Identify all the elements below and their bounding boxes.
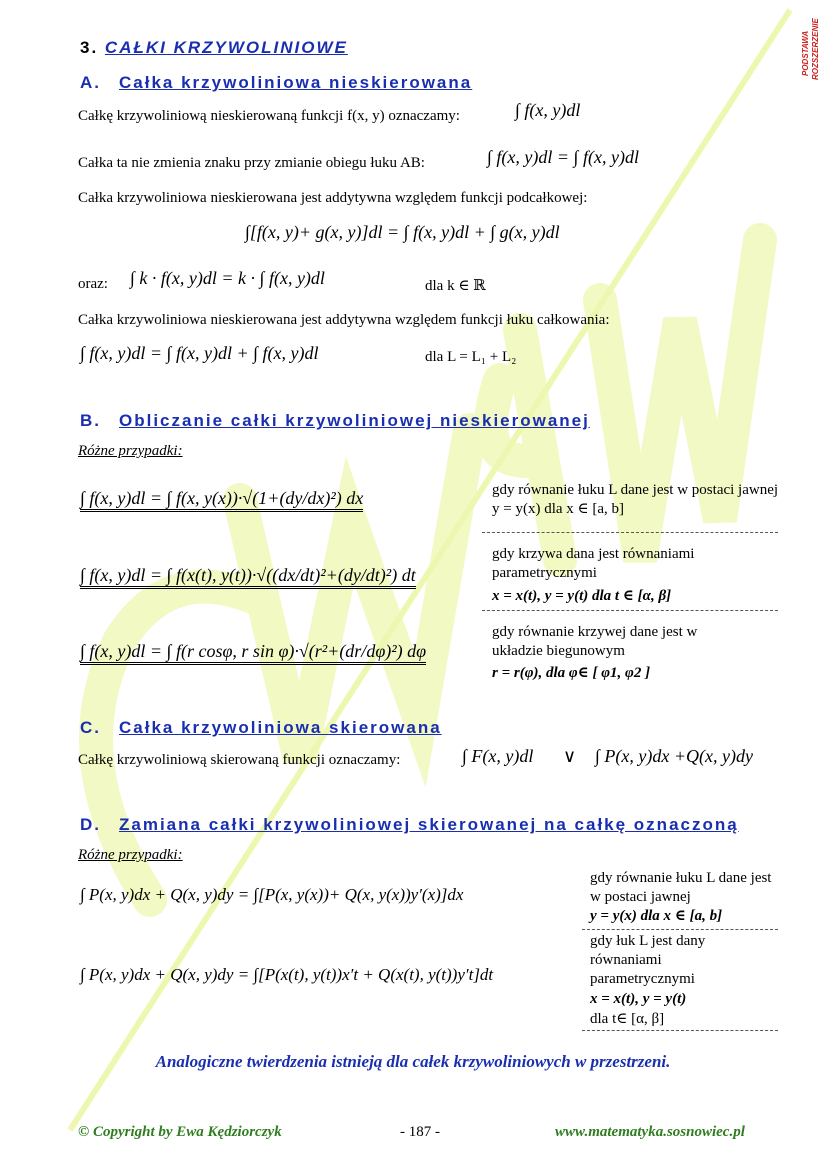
divider: [582, 929, 778, 930]
section-c-heading: C. Całka krzywoliniowa skierowana: [80, 718, 442, 737]
section-a-heading: A. Całka krzywoliniowa nieskierowana: [80, 73, 473, 92]
d-desc-2a: gdy łuk L jest dany równaniami parametrycznymi: [590, 933, 706, 987]
a-p5-formula: ∫ f(x, y)dl = ∫ f(x, y)dl + ∫ f(x, y)dl: [80, 343, 319, 363]
a-p3: Całka krzywoliniowa nieskierowana jest addytywna względem funkcji podcałkowej:: [78, 190, 588, 206]
b-desc-1: gdy równanie łuku L dane jest w postaci jawnej y = y(x) dla x ∈ [a, b]: [492, 482, 779, 517]
a-p2-formula: ∫ f(x, y)dl = ∫ f(x, y)dl: [487, 147, 639, 167]
section-b-heading: B. Obliczanie całki krzywoliniowej nieskierowanej: [80, 411, 590, 430]
b-formula-1: ∫ f(x, y)dl = ∫ f(x, y(x))·√(1+(dy/dx)²) dx: [80, 488, 363, 512]
page-number: - 187 -: [400, 1124, 440, 1140]
b-desc-2b: x = x(t), y = y(t) dla t ∈ [α, β]: [492, 588, 672, 604]
c-formula-2: ∫ P(x, y)dx +Q(x, y)dy: [595, 746, 753, 766]
a-p3-formula: ∫[f(x, y)+ g(x, y)]dl = ∫ f(x, y)dl + ∫ g(x, y)dl: [245, 222, 560, 242]
d-desc-2c: dla t∈ [α, β]: [590, 1011, 665, 1027]
a-p2: Całka ta nie zmienia znaku przy zmianie obiegu łuku AB:: [78, 155, 425, 171]
divider: [482, 610, 778, 611]
divider: [582, 1030, 778, 1031]
d-formula-1: ∫ P(x, y)dx + Q(x, y)dy = ∫[P(x, y(x))+ Q(x, y(x))y′(x)]dx: [80, 885, 464, 904]
a-p5: Całka krzywoliniowa nieskierowana jest addytywna względem funkcji łuku całkowania:: [78, 312, 610, 328]
b-formula-2: ∫ f(x, y)dl = ∫ f(x(t), y(t))·√((dx/dt)²+(dy/dt)²) dt: [80, 565, 416, 589]
a-oraz: oraz:: [78, 276, 108, 292]
a-p5-cond: dla L = L₁ + L₂: [425, 349, 517, 365]
d-desc-2b: x = x(t), y = y(t): [590, 991, 687, 1007]
d-formula-2: ∫ P(x, y)dx + Q(x, y)dy = ∫[P(x(t), y(t))x′t + Q(x(t), y(t))y′t]dt: [80, 965, 494, 984]
b-desc-3b: r = r(φ), dla φ∈ [ φ1, φ2 ]: [492, 665, 651, 681]
c-formula-1: ∫ F(x, y)dl: [462, 746, 534, 766]
a-p1-formula: ∫ f(x, y)dl: [515, 100, 581, 120]
b-desc-3a: gdy równanie krzywej dane jest w układzie biegunowym: [492, 624, 698, 659]
a-p1: Całkę krzywoliniową nieskierowaną funkcji f(x, y) oznaczamy:: [78, 108, 460, 124]
closing-remark: Analogiczne twierdzenia istnieją dla całek krzywoliniowych w przestrzeni.: [155, 1052, 671, 1071]
d-desc-1b: y = y(x) dla x ∈ [a, b]: [590, 908, 723, 924]
section-d-heading: D. Zamiana całki krzywoliniowej skierowanej na całkę oznaczoną: [80, 815, 739, 834]
corner-label: PODSTAWA ROZSZERZENIE: [801, 18, 820, 80]
footer-copyright: © Copyright by Ewa Kędziorczyk: [78, 1124, 282, 1140]
b-desc-2a: gdy krzywa dana jest równaniami parametrycznymi: [492, 546, 695, 581]
d-cases: Różne przypadki:: [78, 847, 183, 863]
c-p1: Całkę krzywoliniową skierowaną funkcji oznaczamy:: [78, 752, 401, 768]
chapter-heading: 3. CAŁKI KRZYWOLINIOWE: [80, 38, 348, 57]
b-formula-3: ∫ f(x, y)dl = ∫ f(r cosφ, r sin φ)·√(r²+(dr/dφ)²) dφ: [80, 641, 426, 665]
footer-url[interactable]: www.matematyka.sosnowiec.pl: [555, 1124, 745, 1140]
b-cases: Różne przypadki:: [78, 443, 183, 459]
a-p4-formula: ∫ k · f(x, y)dl = k · ∫ f(x, y)dl: [130, 268, 325, 288]
c-or: ∨: [563, 746, 577, 766]
d-desc-1a: gdy równanie łuku L dane jest w postaci jawnej: [590, 870, 772, 905]
divider: [482, 532, 778, 533]
a-p4-cond: dla k ∈ ℝ: [425, 278, 486, 294]
